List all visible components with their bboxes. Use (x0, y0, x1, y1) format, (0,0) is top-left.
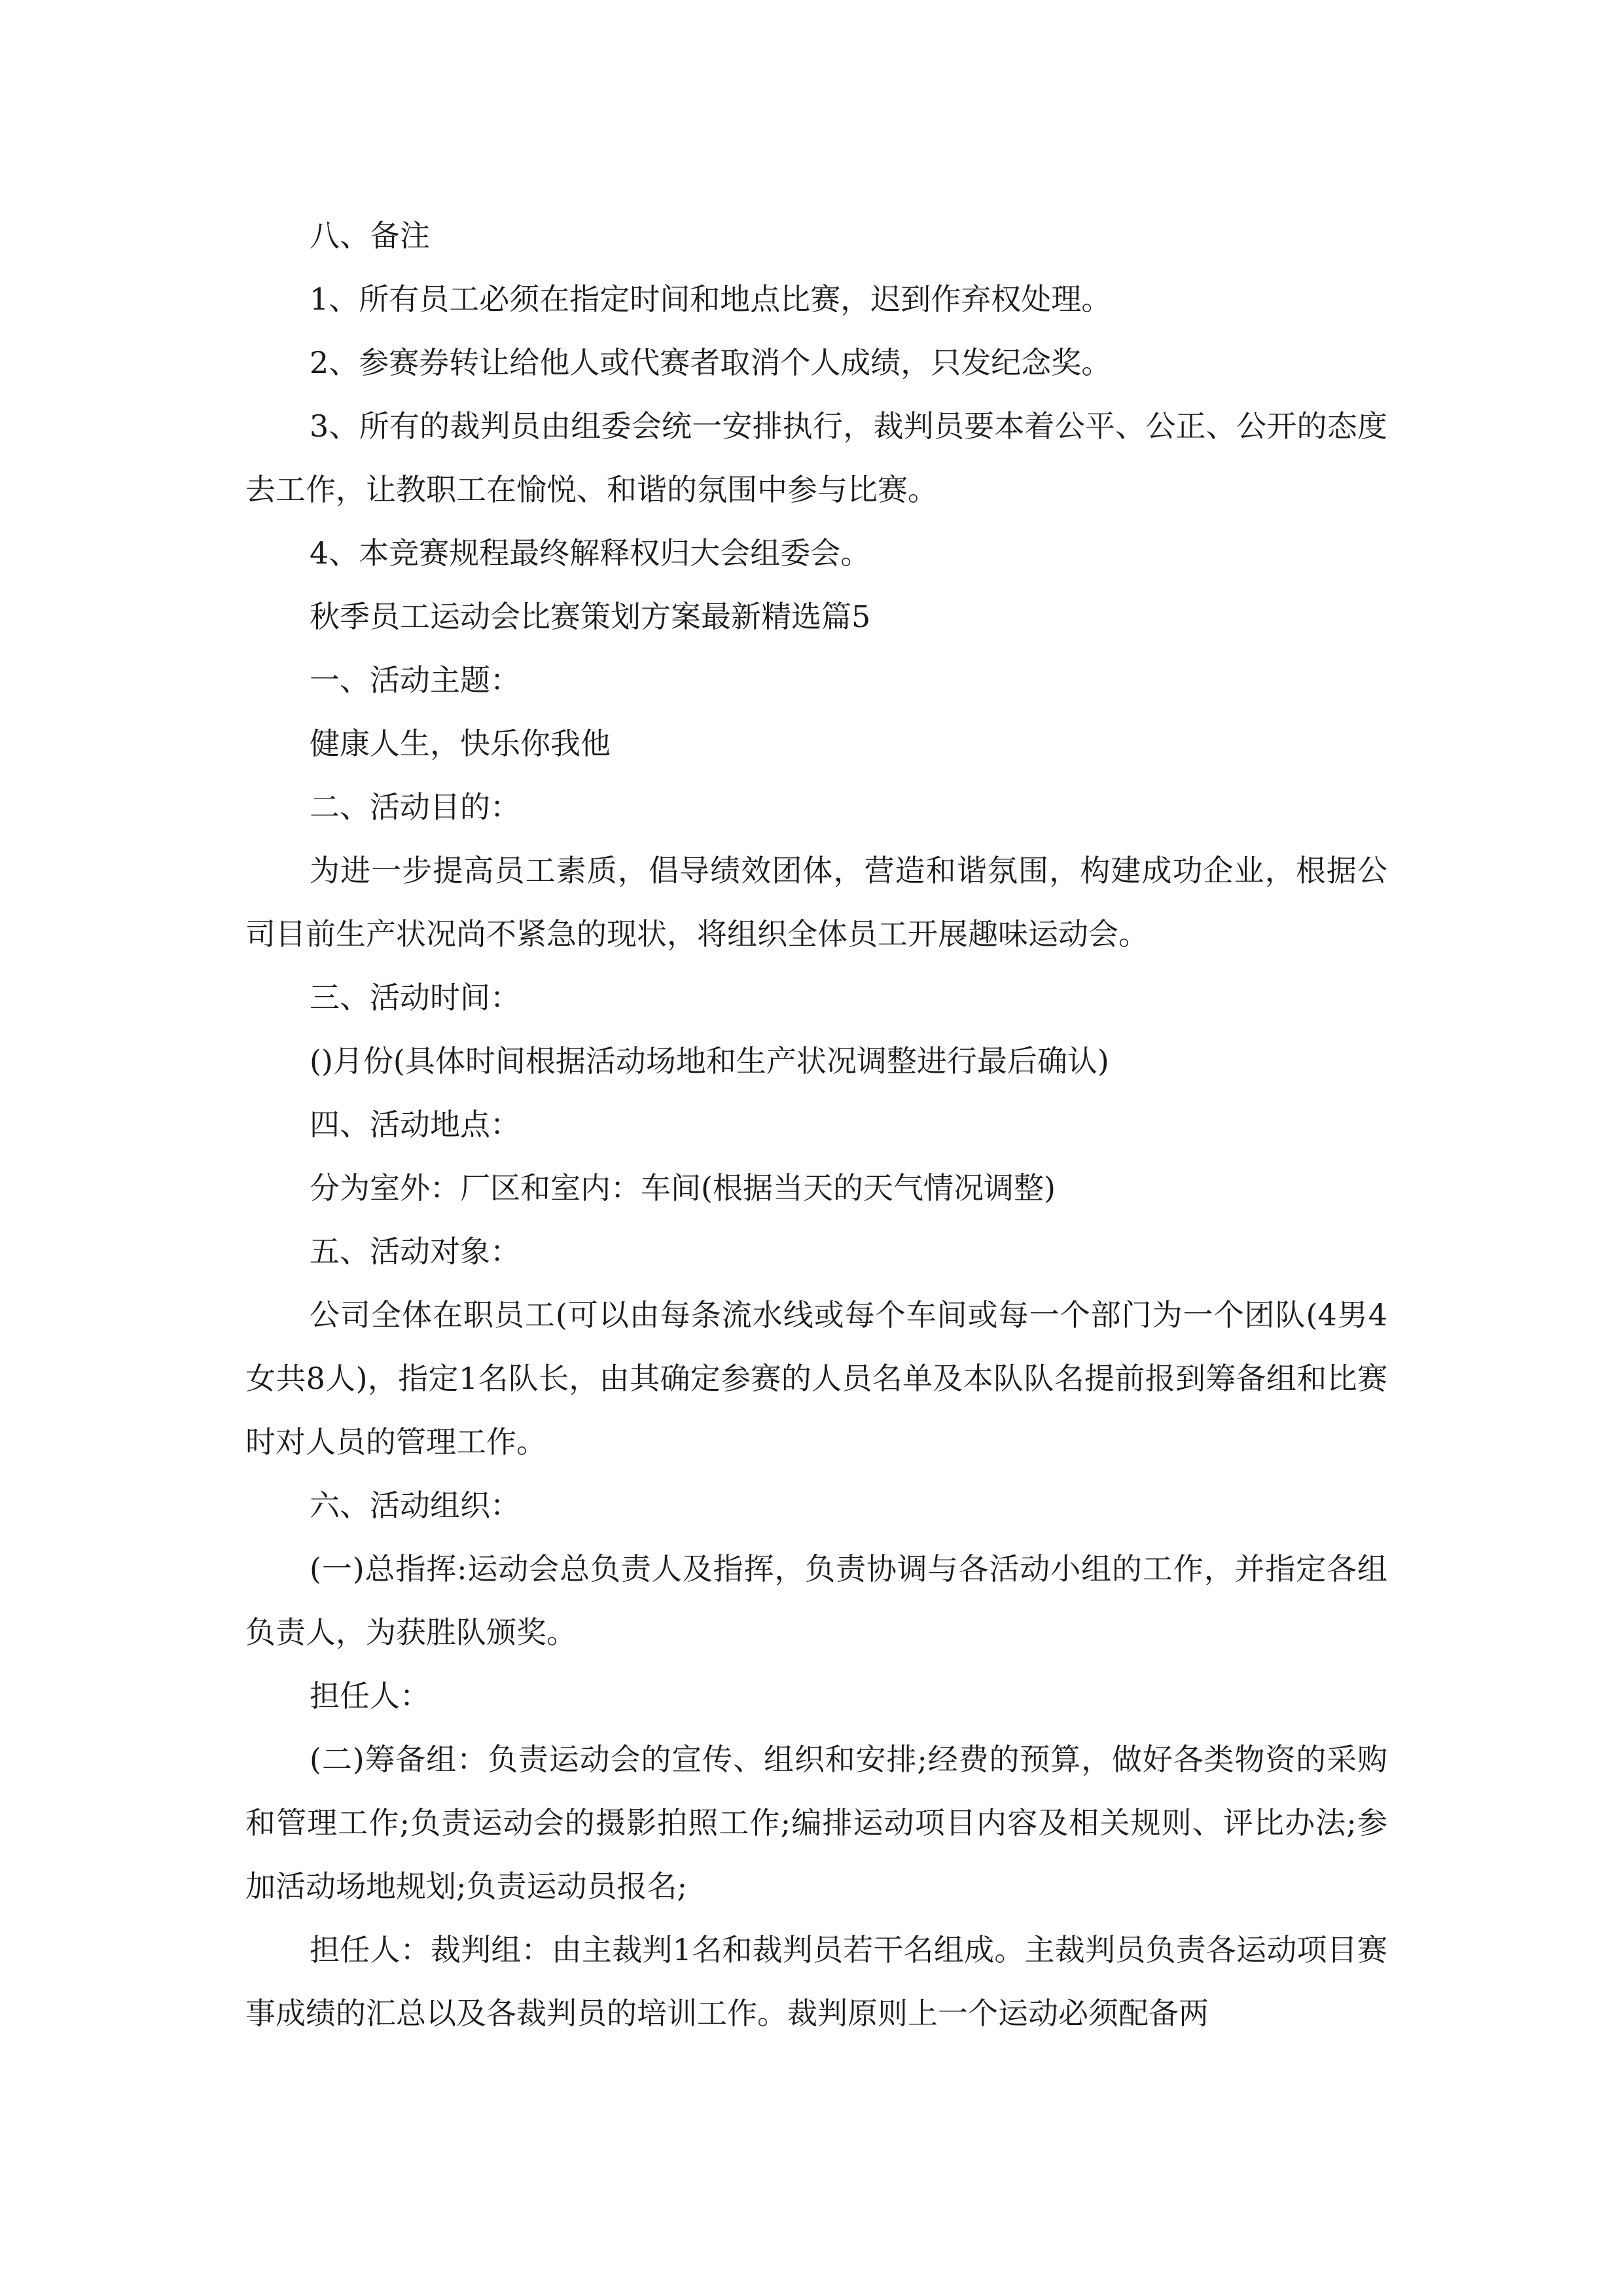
section-heading-purpose: 二、活动目的： (310, 789, 520, 825)
remark-item-3: 3、所有的裁判员由组委会统一安排执行，裁判员要本着公平、公正、公开的态度去工作，让教职工在愉悦、和谐的氛围中参与比赛。 (245, 408, 1387, 507)
organization-referee-text: 担任人：裁判组：由主裁判1名和裁判员若干名组成。主裁判员负责各运动项目赛事成绩的汇总以及各裁判员的培训工作。裁判原则上一个运动必须配备两 (245, 1932, 1387, 2031)
section-heading-theme: 一、活动主题： (310, 662, 520, 698)
section-heading-location: 四、活动地点： (310, 1107, 520, 1142)
organization-preparation-text: (二)筹备组：负责运动会的宣传、组织和安排;经费的预算，做好各类物资的采购和管理工作;负责运动会的摄影拍照工作;编排运动项目内容及相关规则、评比办法;参加活动场地规划;负责运动员报名; (245, 1742, 1387, 1904)
remark-item-1: 1、所有员工必须在指定时间和地点比赛，迟到作弃权处理。 (310, 281, 1112, 317)
section-heading-remarks: 八、备注 (310, 218, 430, 253)
time-text: ()月份(具体时间根据活动场地和生产状况调整进行最后确认) (310, 1043, 1109, 1079)
section-heading-time: 三、活动时间： (310, 980, 520, 1015)
remark-item-2: 2、参赛券转让给他人或代赛者取消个人成绩，只发纪念奖。 (310, 345, 1112, 380)
article-title: 秋季员工运动会比赛策划方案最新精选篇5 (310, 599, 871, 634)
purpose-text: 为进一步提高员工素质，倡导绩效团体，营造和谐氛围，构建成功企业，根据公司目前生产状况尚不紧急的现状，将组织全体员工开展趣味运动会。 (245, 853, 1387, 952)
participants-text: 公司全体在职员工(可以由每条流水线或每个车间或每一个部门为一个团队(4男4女共8人)，指定1名队长，由其确定参赛的人员名单及本队队名提前报到筹备组和比赛时对人员的管理工作。 (245, 1297, 1387, 1460)
theme-text: 健康人生，快乐你我他 (310, 726, 611, 761)
section-heading-participants: 五、活动对象： (310, 1234, 520, 1269)
section-heading-organization: 六、活动组织： (310, 1488, 520, 1523)
commander-person-label: 担任人： (310, 1678, 430, 1713)
location-text: 分为室外：厂区和室内：车间(根据当天的天气情况调整) (310, 1170, 1056, 1206)
remark-item-4: 4、本竞赛规程最终解释权归大会组委会。 (310, 535, 871, 571)
organization-commander-text: (一)总指挥:运动会总负责人及指挥，负责协调与各活动小组的工作，并指定各组负责人，为获胜队颁奖。 (245, 1551, 1387, 1650)
document-body (245, 204, 1387, 2045)
